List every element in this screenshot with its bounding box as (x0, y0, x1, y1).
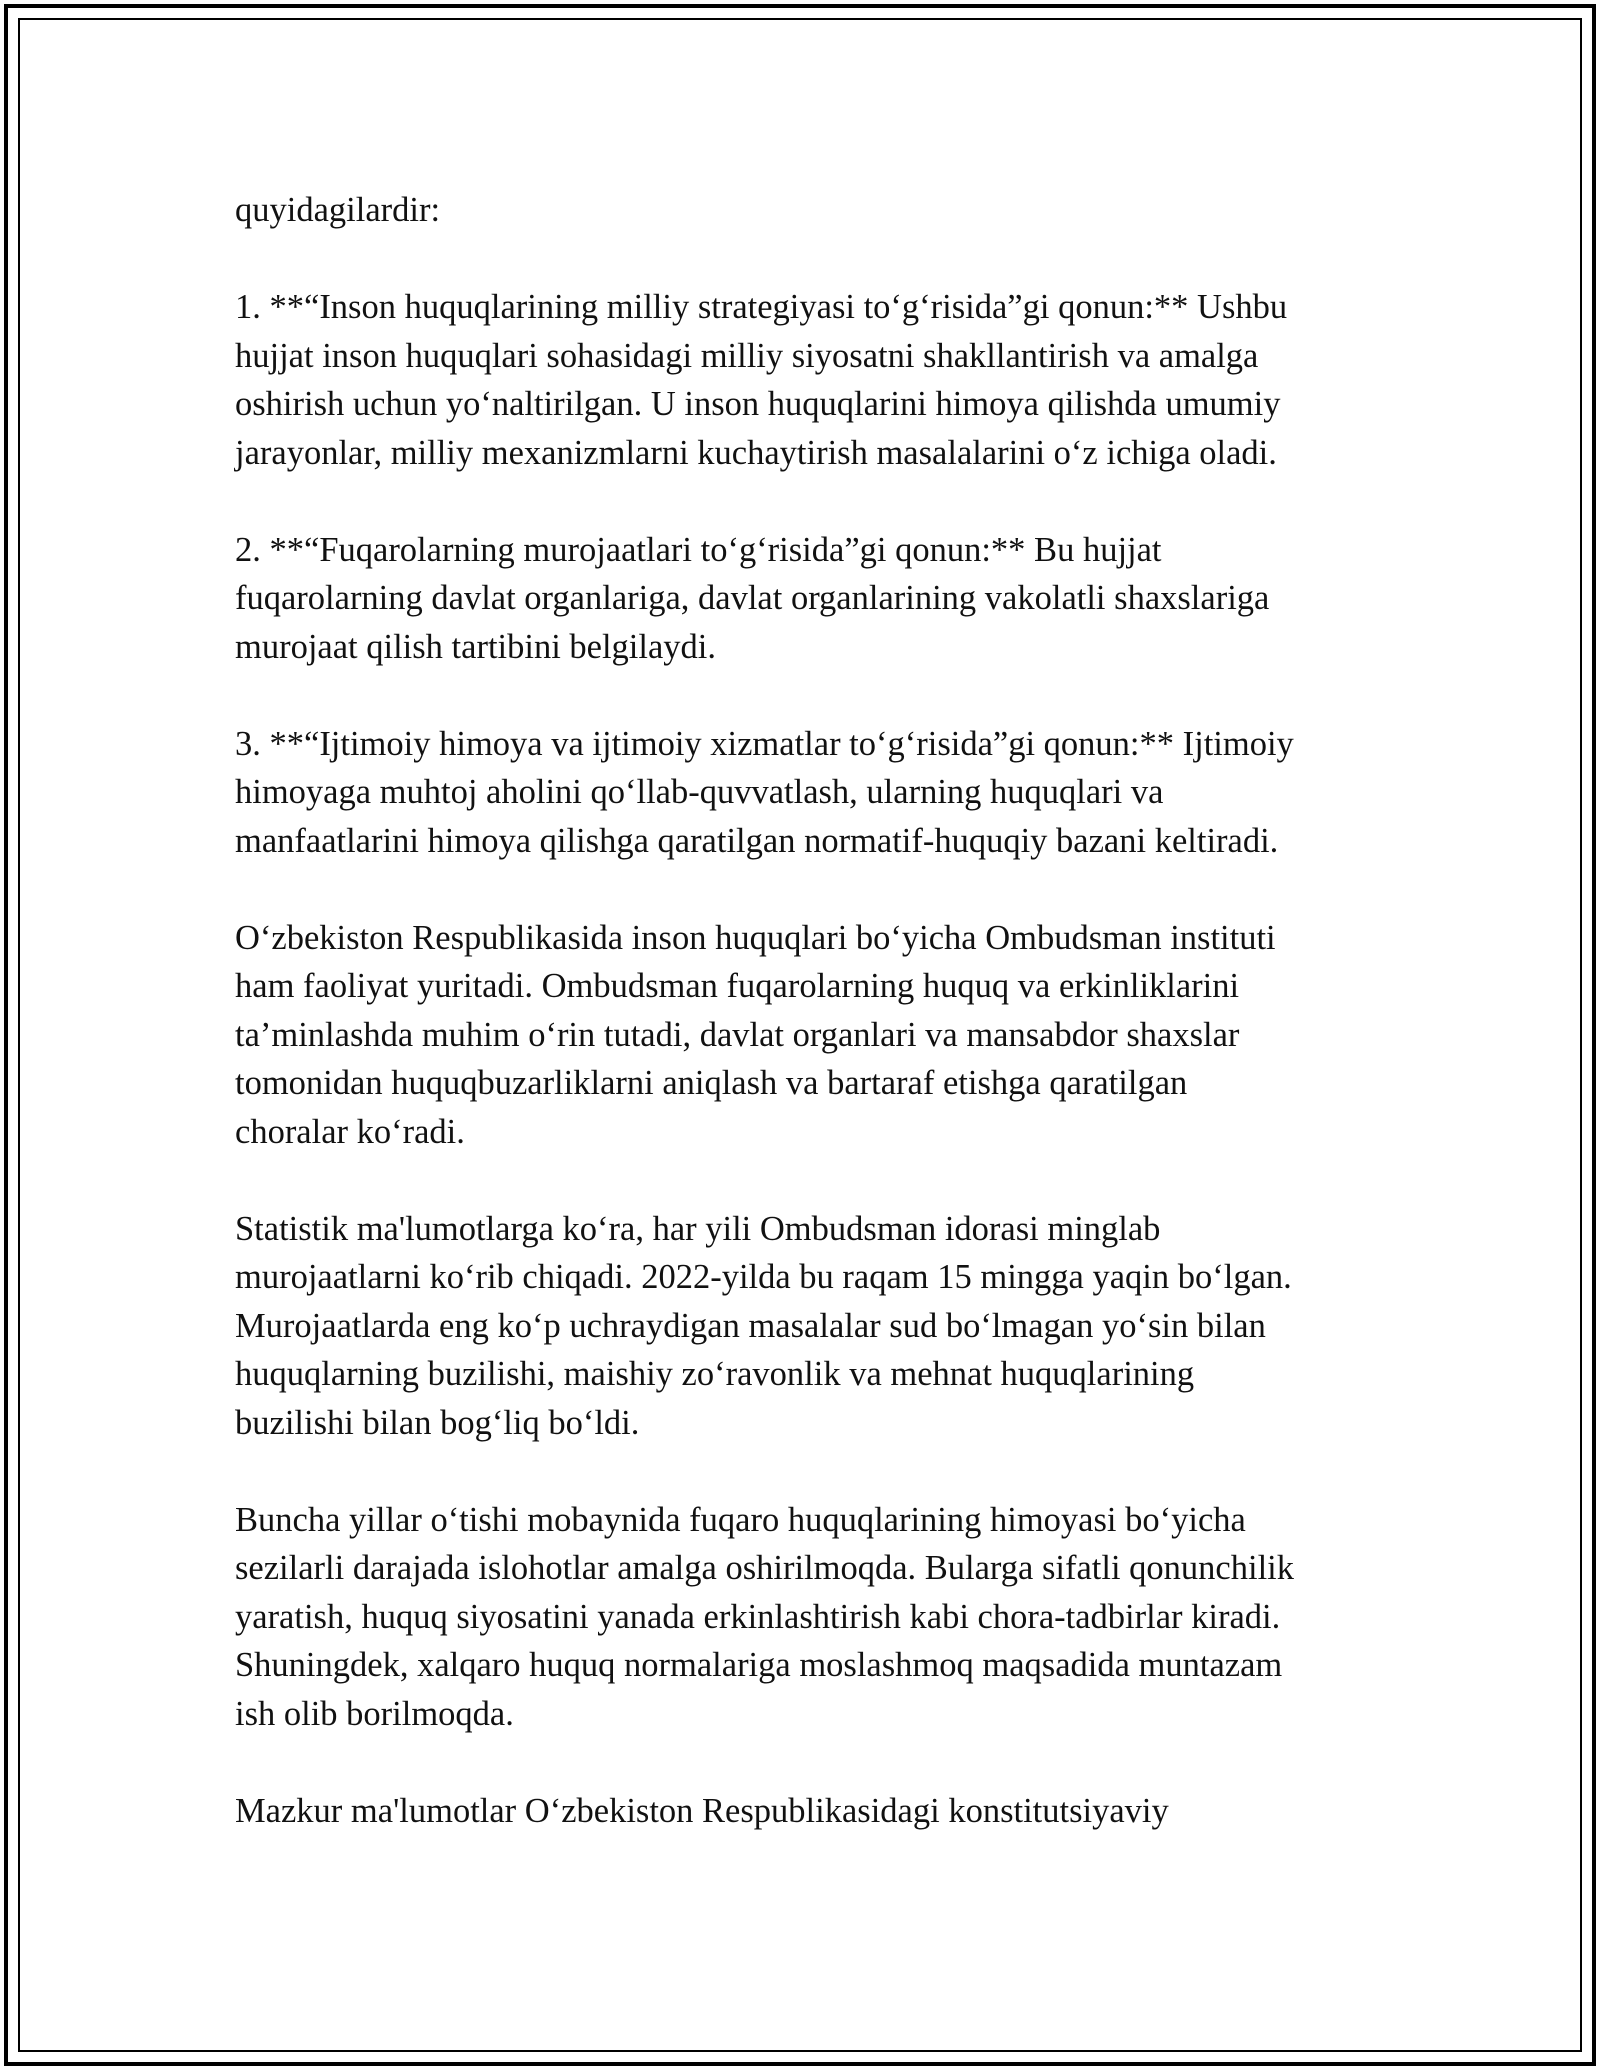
paragraph-reforms: Buncha yillar o‘tishi mobaynida fuqaro huquqlarining himoyasi bo‘yicha sezilarli darajada islohotlar amalga oshirilmoqda. Bularga sifatli qonunchilik yaratish, huquq siyosatini yanada erkinlashtirish kabi chora-tadbirlar kiradi. Shuningdek, xalqaro huquq normalariga moslashmoq maqsadida muntazam ish olib borilmoqda. (235, 1500, 1294, 1733)
document-body (235, 186, 1385, 1835)
paragraph-item-1: 1. **“Inson huquqlarining milliy strategiyasi to‘g‘risida”gi qonun:** Ushbu hujjat inson huquqlari sohasidagi milliy siyosatni shakllantirish va amalga oshirish uchun yo‘naltirilgan. U inson huquqlarini himoya qilishda umumiy jarayonlar, milliy mexanizmlarni kuchaytirish masalalarini o‘z ichiga oladi. (235, 288, 1288, 472)
paragraph-item-2: 2. **“Fuqarolarning murojaatlari to‘g‘risida”gi qonun:** Bu hujjat fuqarolarning davlat organlariga, davlat organlarining vakolatli shaxslariga murojaat qilish tartibini belgilaydi. (235, 530, 1270, 666)
paragraph-intro: quyidagilardir: (235, 191, 441, 229)
paragraph-statistics: Statistik ma'lumotlarga ko‘ra, har yili Ombudsman idorasi minglab murojaatlarni ko‘rib chiqadi. 2022-yilda bu raqam 15 mingga yaqin bo‘lgan. Murojaatlarda eng ko‘p uchraydigan masalalar sud bo‘lmagan yo‘sin bilan huquqlarning buzilishi, maishiy zo‘ravonlik va mehnat huquqlarining buzilishi bilan bog‘liq bo‘ldi. (235, 1209, 1292, 1442)
paragraph-ombudsman: O‘zbekiston Respublikasida inson huquqlari bo‘yicha Ombudsman instituti ham faoliyat yuritadi. Ombudsman fuqarolarning huquq va erkinliklarini ta’minlashda muhim o‘rin tutadi, davlat organlari va mansabdor shaxslar tomonidan huquqbuzarliklarni aniqlash va bartaraf etishga qaratilgan choralar ko‘radi. (235, 918, 1276, 1151)
paragraph-closing: Mazkur ma'lumotlar O‘zbekiston Respublikasidagi konstitutsiyaviy (235, 1791, 1169, 1830)
paragraph-item-3: 3. **“Ijtimoiy himoya va ijtimoiy xizmatlar to‘g‘risida”gi qonun:** Ijtimoiy himoyaga muhtoj aholini qo‘llab-quvvatlash, ularning huquqlari va manfaatlarini himoya qilishga qaratilgan normatif-huquqiy bazani keltiradi. (235, 724, 1294, 860)
